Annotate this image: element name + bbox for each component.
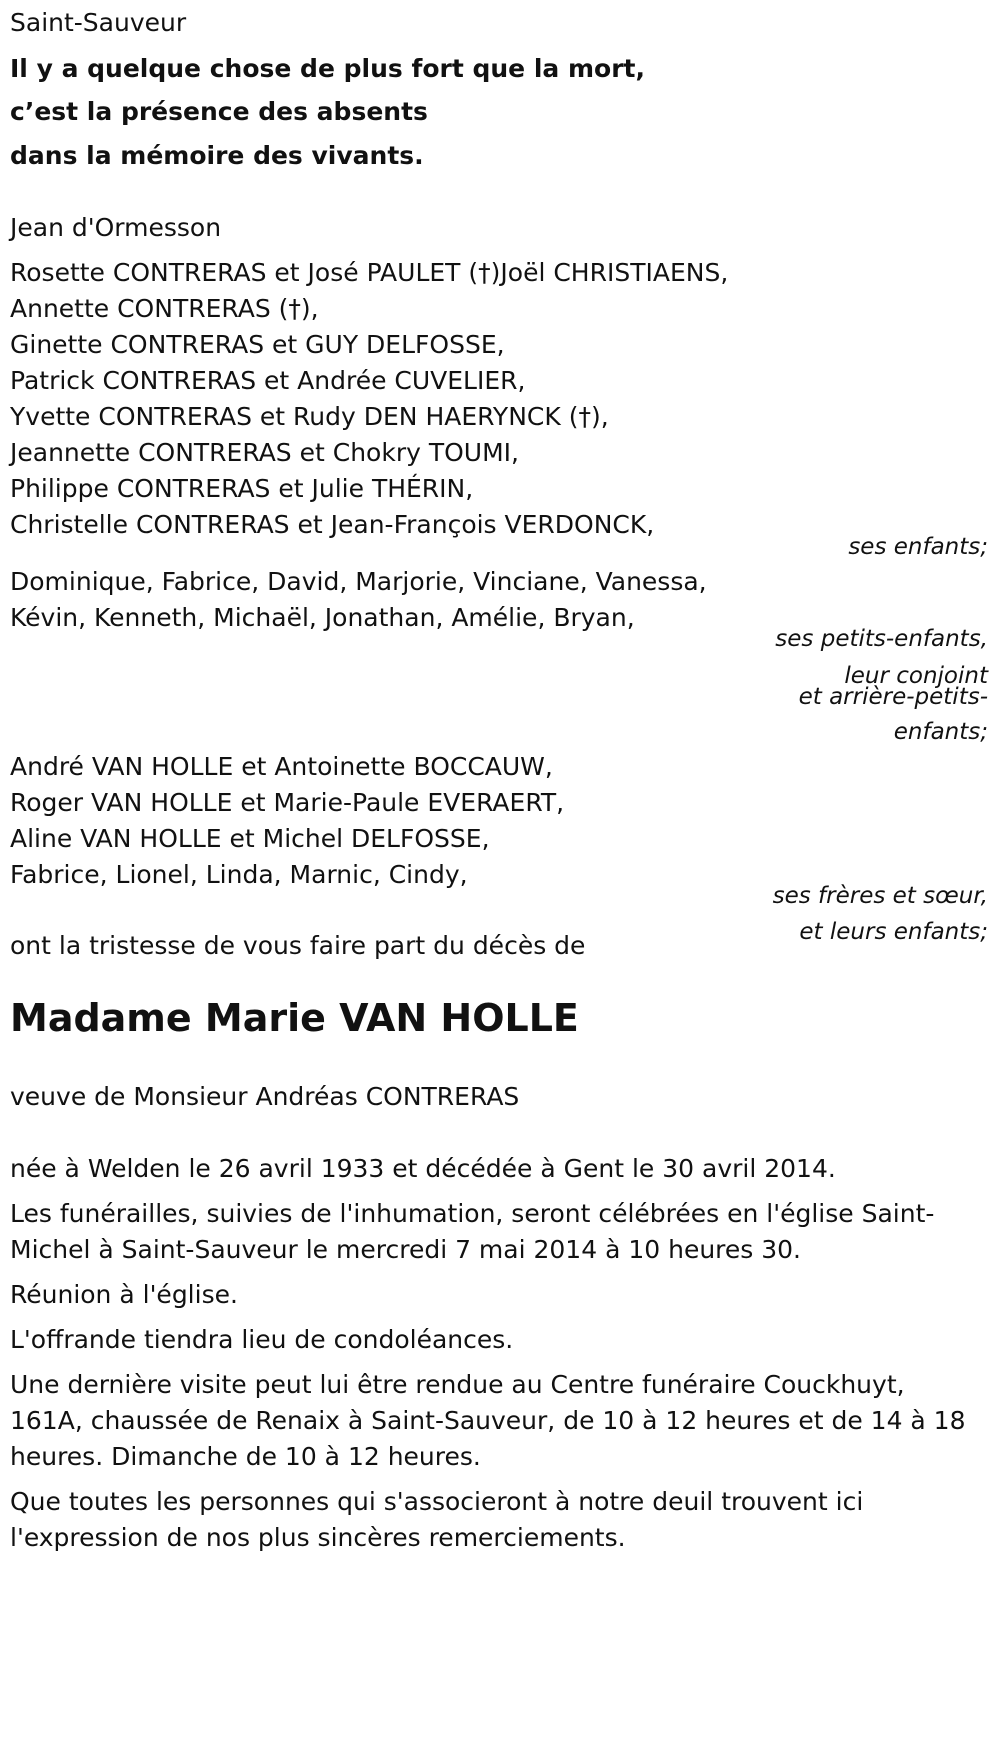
funeral-line: Michel à Saint-Sauveur le mercredi 7 mai 2014 à 10 heures 30. xyxy=(10,1235,802,1264)
family-role: leur conjoint xyxy=(844,663,988,689)
family-line: Ginette CONTRERAS et GUY DELFOSSE, xyxy=(10,330,505,359)
family-role: et arrière-petits- xyxy=(798,684,988,710)
thanks-line: Que toutes les personnes qui s'associeront à notre deuil trouvent ici xyxy=(10,1487,864,1516)
widow-of: veuve de Monsieur Andréas CONTRERAS xyxy=(10,1082,520,1111)
family-role: ses petits-enfants, xyxy=(775,626,988,652)
family-line: Philippe CONTRERAS et Julie THÉRIN, xyxy=(10,474,474,503)
family-role: ses enfants; xyxy=(848,534,988,560)
family-role: et leurs enfants; xyxy=(799,919,988,945)
family-line: Yvette CONTRERAS et Rudy DEN HAERYNCK (†), xyxy=(10,402,609,431)
family-line: Annette CONTRERAS (†), xyxy=(10,294,319,323)
family-line: Aline VAN HOLLE et Michel DELFOSSE, xyxy=(10,824,490,853)
quote-author: Jean d'Ormesson xyxy=(10,213,222,242)
quote-line: dans la mémoire des vivants. xyxy=(10,141,424,170)
family-line: Christelle CONTRERAS et Jean-François VERDONCK, xyxy=(10,510,655,539)
location: Saint-Sauveur xyxy=(10,8,187,37)
family-line: Jeannette CONTRERAS et Chokry TOUMI, xyxy=(10,438,519,467)
family-line: Rosette CONTRERAS et José PAULET (†)Joël CHRISTIAENS, xyxy=(10,258,729,287)
quote-line: c’est la présence des absents xyxy=(10,97,428,126)
family-line: André VAN HOLLE et Antoinette BOCCAUW, xyxy=(10,752,553,781)
reunion: Réunion à l'église. xyxy=(10,1280,238,1309)
family-role: enfants; xyxy=(893,719,988,745)
family-line: Dominique, Fabrice, David, Marjorie, Vinciane, Vanessa, xyxy=(10,567,707,596)
visit-line: heures. Dimanche de 10 à 12 heures. xyxy=(10,1442,481,1471)
birth-death: née à Welden le 26 avril 1933 et décédée à Gent le 30 avril 2014. xyxy=(10,1154,836,1183)
family-line: Kévin, Kenneth, Michaël, Jonathan, Amélie, Bryan, xyxy=(10,603,635,632)
family-line: Roger VAN HOLLE et Marie-Paule EVERAERT, xyxy=(10,788,565,817)
family-line: Fabrice, Lionel, Linda, Marnic, Cindy, xyxy=(10,860,468,889)
deceased-name: Madame Marie VAN HOLLE xyxy=(10,996,579,1040)
visit-line: Une dernière visite peut lui être rendue au Centre funéraire Couckhuyt, xyxy=(10,1370,905,1399)
funeral-line: Les funérailles, suivies de l'inhumation, seront célébrées en l'église Saint- xyxy=(10,1199,935,1228)
offering: L'offrande tiendra lieu de condoléances. xyxy=(10,1325,514,1354)
family-role: ses frères et sœur, xyxy=(772,883,988,909)
family-line: Patrick CONTRERAS et Andrée CUVELIER, xyxy=(10,366,526,395)
thanks-line: l'expression de nos plus sincères remerciements. xyxy=(10,1523,626,1552)
visit-line: 161A, chaussée de Renaix à Saint-Sauveur, de 10 à 12 heures et de 14 à 18 xyxy=(10,1406,966,1435)
announcement: ont la tristesse de vous faire part du décès de xyxy=(10,931,586,960)
quote-line: Il y a quelque chose de plus fort que la mort, xyxy=(10,54,645,83)
